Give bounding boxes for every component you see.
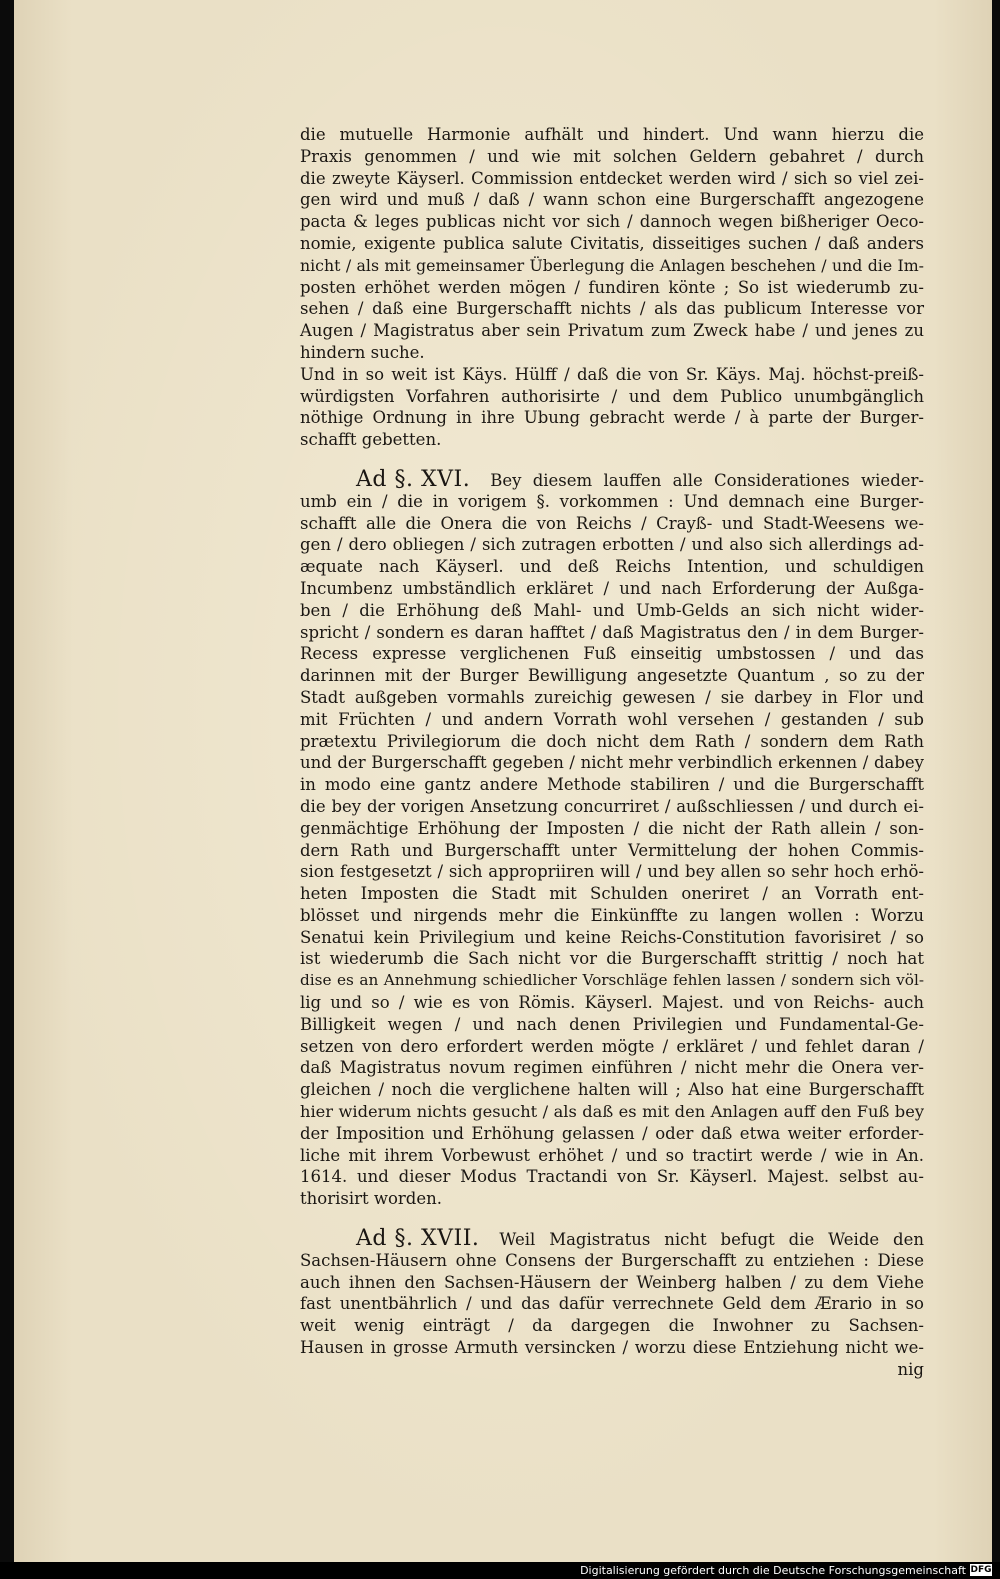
text-line: nicht / als mit gemeinsamer Überlegung die Anlagen beschehen / und die Im- xyxy=(300,255,924,275)
text-line: gen / dero obliegen / sich zutragen erbotten / und also sich allerdings ad- xyxy=(300,535,924,555)
dfg-logo: DFG xyxy=(970,1565,992,1575)
text-line-rest: Weil Magistratus nicht befugt die Weide den xyxy=(499,1230,924,1250)
catchword: nig xyxy=(897,1359,924,1379)
text-line: ben / die Erhöhung deß Mahl- und Umb-Gelds an sich nicht wider- xyxy=(300,600,924,620)
text-line: nomie, exigente publica salute Civitatis, disseitiges suchen / daß anders xyxy=(300,233,924,253)
text-line xyxy=(300,466,924,492)
text-line: die bey der vorigen Ansetzung concurriret / außschliessen / und durch ei- xyxy=(300,796,924,816)
text-line: pacta & leges publicas nicht vor sich / dannoch wegen bißheriger Oeco- xyxy=(300,212,924,232)
text-line: Praxis genommen / und wie mit solchen Geldern gebahret / durch xyxy=(300,146,924,166)
text-line: ist wiederumb die Sach nicht vor die Burgerschafft strittig / noch hat xyxy=(300,949,924,969)
body-text xyxy=(300,124,924,1381)
text-line: æquate nach Käyserl. und deß Reichs Intention, und schuldigen xyxy=(300,557,924,577)
text-line: daß Magistratus novum regimen einführen / nicht mehr die Onera ver- xyxy=(300,1058,924,1078)
text-line xyxy=(300,1228,924,1250)
text-line: fast unentbährlich / und das dafür verrechnete Geld dem Ærario in so xyxy=(300,1294,924,1314)
text-line: Und in so weit ist Käys. Hülff / daß die von Sr. Käys. Maj. höchst-preiß- xyxy=(300,364,924,384)
paragraph-1 xyxy=(300,124,924,364)
funding-credit: Digitalisierung gefördert durch die Deutsche Forschungsgemeinschaft xyxy=(580,1564,966,1577)
text-line: dise es an Annehmung schiedlicher Vorschläge fehlen lassen / sondern sich völ- xyxy=(300,971,924,990)
section-heading: Ad §. XVII. xyxy=(356,1226,480,1252)
text-line: und der Burgerschafft gegeben / nicht mehr verbindlich erkennen / dabey xyxy=(300,753,924,773)
text-line: umb ein / die in vorigem §. vorkommen : Und demnach eine Burger- xyxy=(300,491,924,511)
text-line: dern Rath und Burgerschafft unter Vermittelung der hohen Commis- xyxy=(300,840,924,860)
text-line: schafft gebetten. xyxy=(300,430,442,450)
text-line: spricht / sondern es daran hafftet / daß Magistratus den / in dem Burger- xyxy=(300,622,924,642)
text-line: hindern suche. xyxy=(300,342,425,362)
text-line: lig und so / wie es von Römis. Käyserl. Majest. und von Reichs- auch xyxy=(300,993,924,1013)
text-line: prætextu Privilegiorum die doch nicht dem Rath / sondern dem Rath xyxy=(300,731,924,751)
text-line: hier widerum nichts gesucht / als daß es mit den Anlagen auff den Fuß bey xyxy=(300,1102,924,1122)
paragraph-2 xyxy=(300,364,924,451)
text-line: schafft alle die Onera die von Reichs / Crayß- und Stadt-Weesens we- xyxy=(300,513,924,533)
text-line: die zweyte Käyserl. Commission entdecket werden wird / sich so viel zei- xyxy=(300,168,924,188)
text-line: Billigkeit wegen / und nach denen Privilegien und Fundamental-Ge- xyxy=(300,1014,924,1034)
text-line: 1614. und dieser Modus Tractandi von Sr. Käyserl. Majest. selbst au- xyxy=(300,1167,924,1187)
text-line: blösset und nirgends mehr die Einkünffte zu langen wollen : Worzu xyxy=(300,905,924,925)
text-line: heten Imposten die Stadt mit Schulden oneriret / an Vorrath ent- xyxy=(300,884,924,904)
text-line: in modo eine gantz andere Methode stabiliren / und die Burgerschafft xyxy=(300,775,924,795)
text-line: gen wird und muß / daß / wann schon eine Burgerschafft angezogene xyxy=(300,190,924,210)
text-line: Sachsen-Häusern ohne Consens der Burgerschafft zu entziehen : Diese xyxy=(300,1250,924,1270)
text-line: die mutuelle Harmonie aufhält und hindert. Und wann hierzu die xyxy=(300,125,924,144)
text-line: der Imposition und Erhöhung gelassen / oder daß etwa weiter erforder- xyxy=(300,1123,924,1143)
text-line: Stadt außgeben vormahls zureichig gewesen / sie darbey in Flor und xyxy=(300,687,924,707)
text-line: mit Früchten / und andern Vorrath wohl versehen / gestanden / sub xyxy=(300,709,924,729)
text-line: liche mit ihrem Vorbewust erhöhet / und so tractirt werde / wie in An. xyxy=(300,1145,924,1165)
section-xvi xyxy=(300,466,924,1210)
text-line: nöthige Ordnung in ihre Ubung gebracht werde / à parte der Burger- xyxy=(300,408,924,428)
text-line: Incumbenz umbständlich erkläret / und nach Erforderung der Außga- xyxy=(300,578,924,598)
section-heading: Ad §. XVI. xyxy=(356,466,471,492)
text-line: setzen von dero erfordert werden mögte / erkläret / und fehlet daran / xyxy=(300,1036,924,1056)
text-line: auch ihnen den Sachsen-Häusern der Weinberg halben / zu dem Viehe xyxy=(300,1272,924,1292)
text-line: Senatui kein Privilegium und keine Reichs-Constitution favorisiret / so xyxy=(300,927,924,947)
text-line: gleichen / noch die verglichene halten will ; Also hat eine Burgerschafft xyxy=(300,1080,924,1100)
text-line: würdigsten Vorfahren authorisirte / und dem Publico unumbgänglich xyxy=(300,386,924,406)
text-line: Recess expresse verglichenen Fuß einseitig umbstossen / und das xyxy=(300,644,924,664)
scanned-page xyxy=(14,0,992,1562)
text-line-rest: Bey diesem lauffen alle Considerationes wieder- xyxy=(490,470,924,490)
text-line: posten erhöhet werden mögen / fundiren könte ; So ist wiederumb zu- xyxy=(300,277,924,297)
text-line: Augen / Magistratus aber sein Privatum zum Zweck habe / und jenes zu xyxy=(300,321,924,341)
text-line: sion festgesetzt / sich appropriiren will / und bey allen so sehr hoch erhö- xyxy=(300,862,924,882)
text-line: darinnen mit der Burger Bewilligung angesetzte Quantum , so zu der xyxy=(300,666,924,686)
section-xvii xyxy=(300,1228,924,1381)
text-line: genmächtige Erhöhung der Imposten / die nicht der Rath allein / son- xyxy=(300,818,924,838)
text-line: thorisirt worden. xyxy=(300,1189,443,1209)
text-line: Hausen in grosse Armuth versincken / worzu diese Entziehung nicht we- xyxy=(300,1338,924,1358)
text-line: weit wenig einträgt / da dargegen die Inwohner zu Sachsen- xyxy=(300,1316,924,1336)
text-line: sehen / daß eine Burgerschafft nichts / als das publicum Interesse vor xyxy=(300,299,924,319)
